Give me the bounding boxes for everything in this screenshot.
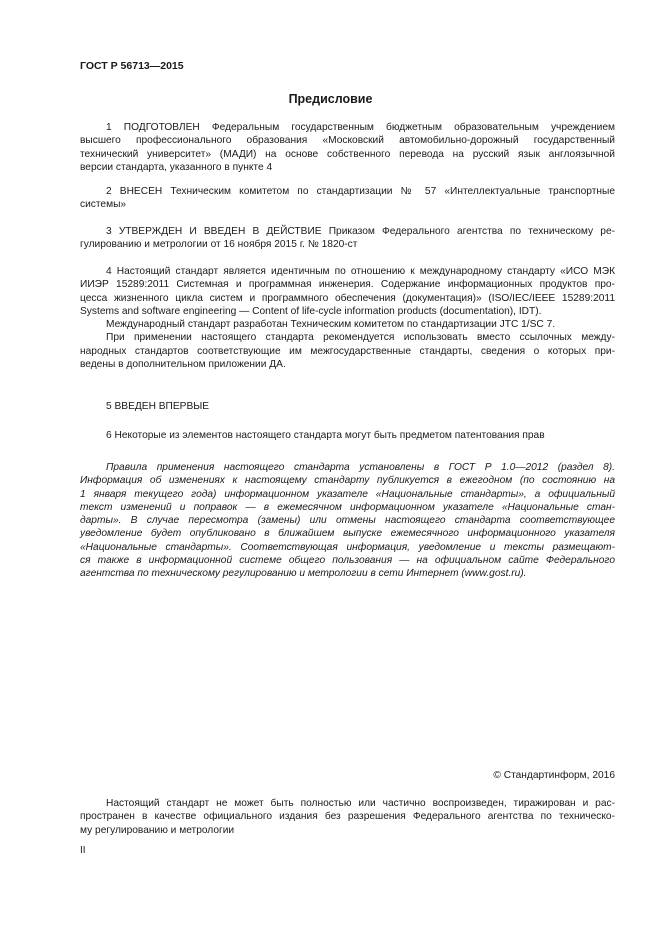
text-line: пространен в качестве официального издания без разрешения Федерального агентства по техническо-	[80, 811, 615, 823]
text-line: технический университет» (МАДИ) на основе собственного перевода на русский язык англоязычной	[80, 148, 615, 160]
text-line: При применении настоящего стандарта рекомендуется использовать вместо ссылочных между-	[106, 332, 615, 344]
text-line: агентства по техническому регулированию и метрологии в сети Интернет (www.gost.ru).	[80, 568, 527, 580]
paragraph-5	[80, 400, 615, 413]
text-line: Международный стандарт разработан Техническим комитетом по стандартизации JTC 1/SC 7.	[106, 319, 556, 331]
text-line: 4 Настоящий стандарт является идентичным по отношению к международному стандарту «ИСО МЭК	[106, 266, 615, 277]
text-line: му регулированию и метрологии	[80, 824, 235, 836]
text-line: уведомление будет опубликовано в ближайшем выпуске ежемесячного информационного указателя	[80, 528, 615, 540]
text-line: 1 января текущего года) информационном указателе «Национальные стандарты», а официальный	[80, 488, 615, 500]
text-line: высшего профессионального образования «Московский автомобильно-дорожный государственный	[80, 135, 615, 147]
text-line: версии стандарта, указанного в пункте 4	[80, 161, 273, 173]
text-line: 1 ПОДГОТОВЛЕН Федеральным государственным бюджетным образовательным учреждением	[106, 122, 615, 133]
text-line: «Национальные стандарты». Соответствующая информация, уведомление и тексты размещают-	[80, 541, 615, 553]
notice-paragraph	[80, 797, 615, 837]
text-line: ся также в информационной системе общего пользования — на официальном сайте Федерального	[80, 555, 615, 567]
text-line: Правила применения настоящего стандарта установлены в ГОСТ Р 1.0—2012 (раздел 8).	[106, 462, 615, 473]
text-line: Настоящий стандарт не может быть полностью или частично воспроизведен, тиражирован и рас-	[106, 798, 615, 809]
text-line: 2 ВНЕСЕН Техническим комитетом по стандартизации № 57 «Интеллектуальные транспортные	[106, 186, 615, 197]
text-line: цесса жизненного цикла систем и программного обеспечения (документация)» (ISO/IEC/IEEE 15289:2011	[80, 292, 615, 304]
text-line: народных стандартов соответствующие им межгосударственные стандарты, сведения о которых при-	[80, 345, 615, 357]
page-title: Предисловие	[288, 92, 373, 106]
paragraph-6	[80, 429, 615, 442]
rules-paragraph	[80, 461, 615, 581]
text-line: 6 Некоторые из элементов настоящего стандарта могут быть предметом патентования прав	[106, 430, 545, 441]
text-line: 3 УТВЕРЖДЕН И ВВЕДЕН В ДЕЙСТВИЕ Приказом Федерального агентства по техническому ре-	[106, 226, 615, 237]
text-line: ведены в дополнительном приложении ДА.	[80, 359, 286, 371]
copyright: © Стандартинформ, 2016	[493, 770, 615, 781]
text-line: ИИЭР 15289:2011 Системная и программная инженерия. Содержание информационных продуктов про-	[80, 279, 615, 291]
paragraph-3	[80, 225, 615, 252]
paragraph-4	[80, 265, 615, 371]
text-line: системы»	[80, 199, 127, 211]
text-line: дарты». В случае пересмотра (замены) или отмены настоящего стандарта соответствующее	[80, 515, 615, 527]
text-line: Информация об изменениях к настоящему стандарту публикуется в ежегодном (по состоянию на	[80, 475, 615, 487]
page-number: II	[80, 845, 86, 856]
paragraph-2	[80, 185, 615, 212]
text-line: текст изменений и поправок — в ежемесячном информационном указателе «Национальные стан-	[80, 501, 615, 513]
paragraph-1	[80, 121, 615, 174]
text-line: 5 ВВЕДЕН ВПЕРВЫЕ	[106, 401, 210, 412]
standard-header: ГОСТ Р 56713—2015	[80, 60, 184, 72]
text-line: Systems and software engineering — Content of life-cycle information products (documentation), IDT).	[80, 305, 542, 317]
text-line: гулированию и метрологии от 16 ноября 2015 г. № 1820-ст	[80, 239, 358, 251]
